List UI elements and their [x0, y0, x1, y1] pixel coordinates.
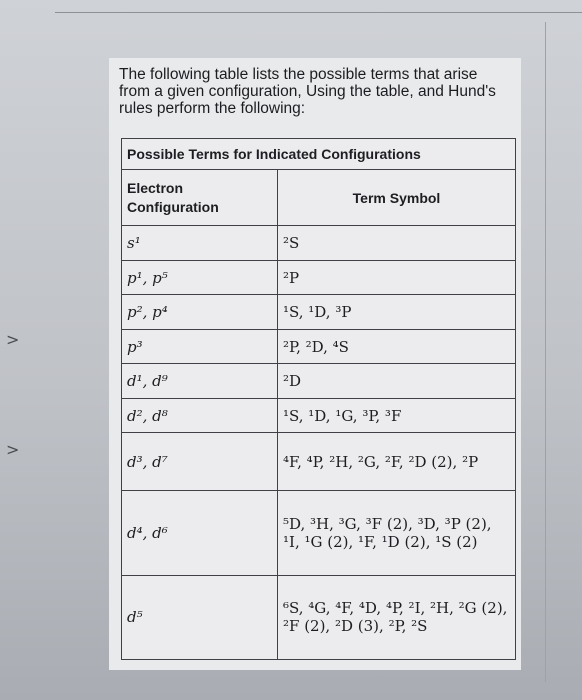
- chevron-right-icon[interactable]: >: [6, 440, 20, 459]
- config-cell: d¹, d⁹: [122, 364, 278, 399]
- config-cell: d⁴, d⁶: [122, 491, 278, 575]
- table-caption: Possible Terms for Indicated Configurations: [122, 139, 516, 170]
- table-row: [122, 398, 516, 433]
- table-row: [122, 575, 516, 659]
- term-cell: ²P: [278, 260, 516, 295]
- column-header-config: Electron Configuration: [122, 170, 278, 226]
- divider-line: [55, 12, 582, 13]
- term-cell: ¹S, ¹D, ¹G, ³P, ³F: [278, 398, 516, 433]
- config-cell: p³: [122, 329, 278, 364]
- intro-paragraph: The following table lists the possible terms that arise from a given configuration, Using the table, and Hund's rules perform the following:: [119, 66, 496, 117]
- term-cell: ²D: [278, 364, 516, 399]
- config-cell: p¹, p⁵: [122, 260, 278, 295]
- chevron-right-icon[interactable]: >: [6, 330, 20, 349]
- table-row: [122, 364, 516, 399]
- term-cell: ⁶S, ⁴G, ⁴F, ⁴D, ⁴P, ²I, ²H, ²G (2), ²F (2), ²D (3), ²P, ²S: [278, 575, 516, 659]
- config-cell: p², p⁴: [122, 295, 278, 330]
- config-cell: s¹: [122, 226, 278, 261]
- table-row: [122, 329, 516, 364]
- table-row: [122, 260, 516, 295]
- config-cell: d³, d⁷: [122, 433, 278, 491]
- table-row: [122, 226, 516, 261]
- column-header-term: Term Symbol: [278, 170, 516, 226]
- term-cell: ⁴F, ⁴P, ²H, ²G, ²F, ²D (2), ²P: [278, 433, 516, 491]
- terms-table: [121, 138, 516, 660]
- table-row: [122, 491, 516, 575]
- table-row: [122, 295, 516, 330]
- term-cell: ²P, ²D, ⁴S: [278, 329, 516, 364]
- term-cell: ²S: [278, 226, 516, 261]
- term-cell: ¹S, ¹D, ³P: [278, 295, 516, 330]
- divider-line: [545, 22, 546, 682]
- table-row: [122, 433, 516, 491]
- term-cell: ⁵D, ³H, ³G, ³F (2), ³D, ³P (2), ¹I, ¹G (2), ¹F, ¹D (2), ¹S (2): [278, 491, 516, 575]
- config-cell: d², d⁸: [122, 398, 278, 433]
- config-cell: d⁵: [122, 575, 278, 659]
